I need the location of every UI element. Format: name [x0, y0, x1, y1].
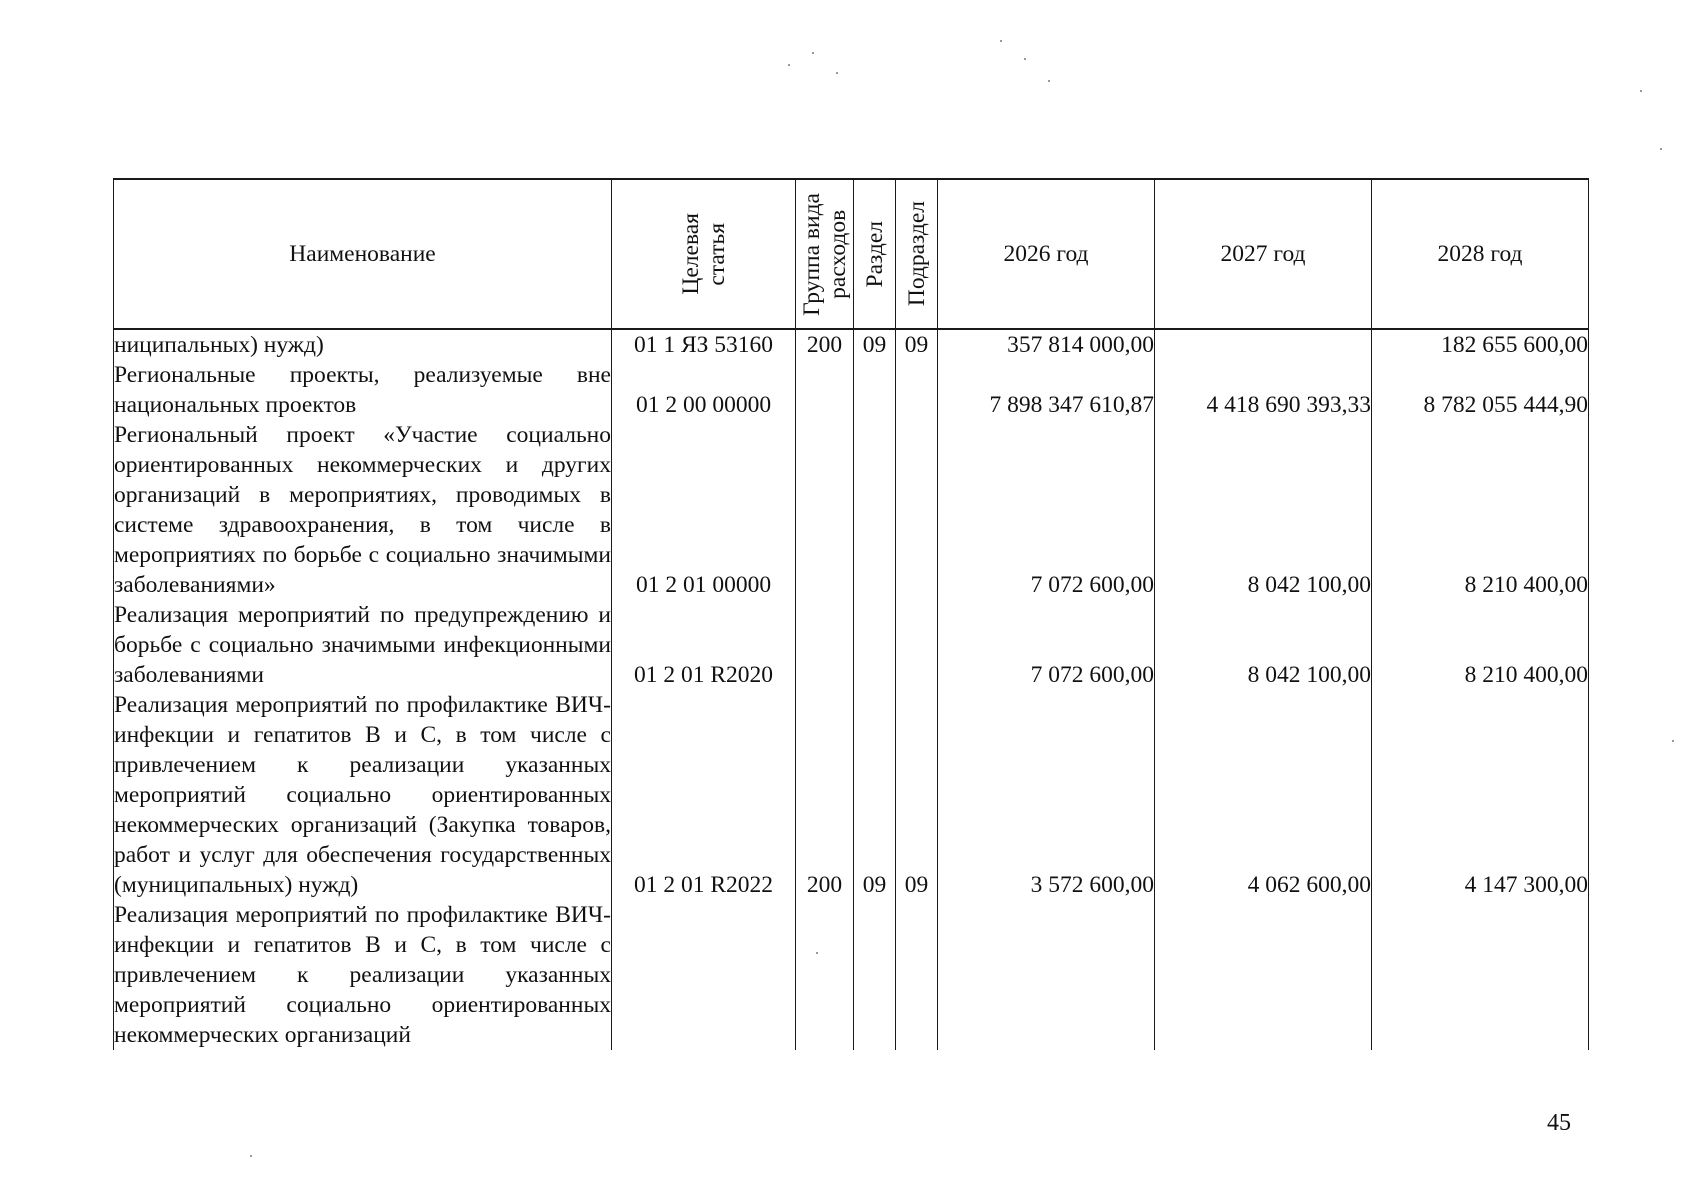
row-subsection [896, 360, 938, 420]
row-target-article: 01 2 01 R2020 [612, 600, 796, 690]
row-section [854, 900, 896, 1050]
row-section [854, 600, 896, 690]
row-name: Региональный проект «Участие социально ориентированных некоммерческих и других организаций в мероприятиях, проводимых в системе здравоохранения, в том числе в мероприятиях по борьбе с социально значимыми заболеваниями» [114, 422, 611, 598]
table-row [114, 600, 1589, 690]
row-expense-group [796, 600, 854, 690]
header-section: Раздел [854, 179, 896, 329]
row-target-article [612, 900, 796, 1050]
row-amount-2026: 7 072 600,00 [938, 600, 1155, 690]
header-year-2026: 2026 год [938, 179, 1155, 329]
table-row [114, 900, 1589, 1050]
row-amount-2027 [1155, 900, 1372, 1050]
table-row [114, 420, 1589, 600]
row-name: ниципальных) нужд) [114, 329, 612, 360]
header-year-2027: 2027 год [1155, 179, 1372, 329]
row-amount-2026 [938, 900, 1155, 1050]
header-year-2028: 2028 год [1372, 179, 1589, 329]
header-name: Наименование [114, 179, 612, 329]
table-row [114, 690, 1589, 900]
row-amount-2027: 8 042 100,00 [1155, 600, 1372, 690]
row-amount-2028: 4 147 300,00 [1372, 690, 1589, 900]
row-expense-group: 200 [796, 329, 854, 360]
row-section: 09 [854, 690, 896, 900]
row-name: Реализация мероприятий по предупреждению и борьбе с социально значимыми инфекционными заболеваниями [114, 602, 611, 688]
table-row [114, 360, 1589, 420]
row-name: Реализация мероприятий по профилактике ВИЧ-инфекции и гепатитов В и С, в том числе с привлечением к реализации указанных мероприятий социально ориентированных некоммерческих организаций (Закупка товаров, работ и услуг для обеспечения государственных (муниципальных) нужд) [114, 692, 611, 898]
row-amount-2026: 7 898 347 610,87 [938, 360, 1155, 420]
row-name: Реализация мероприятий по профилактике ВИЧ-инфекции и гепатитов В и С, в том числе с привлечением к реализации указанных мероприятий социально ориентированных некоммерческих организаций [114, 902, 611, 1048]
row-amount-2028: 8 210 400,00 [1372, 420, 1589, 600]
row-amount-2028 [1372, 900, 1589, 1050]
header-target-article: Целевая статья [612, 179, 796, 329]
row-amount-2027 [1155, 329, 1372, 360]
row-expense-group [796, 900, 854, 1050]
row-subsection [896, 600, 938, 690]
header-expense-group: Группа вида расходов [796, 179, 854, 329]
row-amount-2028: 8 782 055 444,90 [1372, 360, 1589, 420]
row-target-article: 01 2 00 00000 [612, 360, 796, 420]
row-section [854, 360, 896, 420]
row-target-article: 01 2 01 R2022 [612, 690, 796, 900]
row-expense-group: 200 [796, 690, 854, 900]
row-subsection [896, 420, 938, 600]
page-number: 45 [1547, 1110, 1571, 1136]
row-amount-2027: 4 418 690 393,33 [1155, 360, 1372, 420]
row-subsection: 09 [896, 690, 938, 900]
row-amount-2028: 182 655 600,00 [1372, 329, 1589, 360]
row-section [854, 420, 896, 600]
row-amount-2027: 8 042 100,00 [1155, 420, 1372, 600]
row-target-article: 01 2 01 00000 [612, 420, 796, 600]
row-amount-2026: 357 814 000,00 [938, 329, 1155, 360]
budget-table [113, 178, 1589, 1050]
row-amount-2027: 4 062 600,00 [1155, 690, 1372, 900]
row-expense-group [796, 420, 854, 600]
header-subsection: Подраздел [896, 179, 938, 329]
row-target-article: 01 1 ЯЗ 53160 [612, 329, 796, 360]
row-subsection [896, 900, 938, 1050]
table-header-row [114, 179, 1589, 329]
row-expense-group [796, 360, 854, 420]
row-subsection: 09 [896, 329, 938, 360]
row-amount-2028: 8 210 400,00 [1372, 600, 1589, 690]
row-name: Региональные проекты, реализуемые вне национальных проектов [114, 362, 611, 418]
row-section: 09 [854, 329, 896, 360]
row-amount-2026: 3 572 600,00 [938, 690, 1155, 900]
row-amount-2026: 7 072 600,00 [938, 420, 1155, 600]
table-row [114, 329, 1589, 360]
